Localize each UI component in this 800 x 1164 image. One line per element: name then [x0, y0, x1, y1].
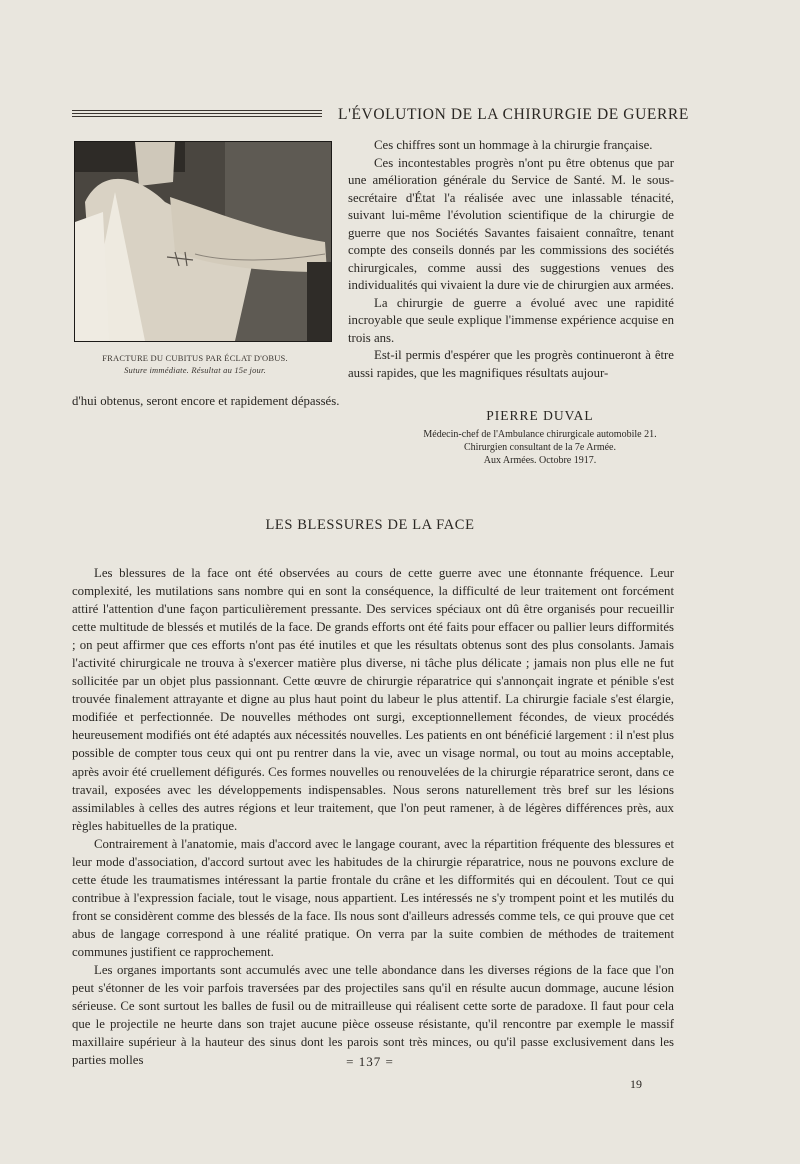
figure-caption-title: FRACTURE DU CUBITUS PAR ÉCLAT D'OBUS.	[102, 353, 288, 363]
body-paragraph: Les organes importants sont accumulés avec une telle abondance dans les diverses régions de la face que l'on peut s'étonner de les voir parfois traversées par des projectiles sans qu'il en résulte aucun dommage, aucune lésion sérieuse. Ce sont surtout les balles de fusil ou de mitrailleuse qui réalisent cette sorte de paradoxe. Il faut pour cela que le projectile ne heurte dans son trajet aucune pièce osseuse résistante, qu'il rencontre par exemple le massif maxillaire supérieur à la hauteur des sinus dont les parois sont très minces, ou qu'il passe exclusivement dans les parties molles	[72, 963, 674, 1068]
header-rule-middle	[72, 113, 322, 114]
page-number: = 137 =	[346, 1054, 394, 1069]
intro-paragraph: La chirurgie de guerre a évolué avec une rapidité incroyable que seule explique l'immense expérience acquise en trois ans.	[348, 295, 674, 345]
section-title: LES BLESSURES DE LA FACE	[265, 517, 475, 533]
author-name: PIERRE DUVAL	[486, 408, 594, 423]
intro-paragraph-continuation: d'hui obtenus, seront encore et rapidement dépassés.	[72, 394, 340, 408]
figure-caption-subtitle: Suture immédiate. Résultat au 15e jour.	[124, 365, 266, 375]
author-credit-line: Chirurgien consultant de la 7e Armée.	[464, 442, 616, 453]
author-credit-line: Aux Armées. Octobre 1917.	[483, 455, 597, 466]
section-body	[72, 564, 674, 1069]
photograph-arm-fracture	[74, 141, 332, 342]
header-rule-top	[72, 110, 322, 111]
running-header: L'ÉVOLUTION DE LA CHIRURGIE DE GUERRE	[338, 106, 689, 123]
intro-paragraph: Ces chiffres sont un hommage à la chirurgie française.	[374, 138, 653, 152]
header-rule-bottom	[72, 116, 322, 117]
intro-column	[348, 137, 674, 382]
body-paragraph: Les blessures de la face ont été observées au cours de cette guerre avec une étonnante fréquence. Leur complexité, les mutilations sans nombre qui en sont la conséquence, la difficulté de leur traitement ont forcément attiré l'attention d'une façon particulièrement pressante. Des services spéciaux ont dû être organisés pour recueillir cette multitude de blessés et mutilés de la face. De grands efforts ont été faits pour effacer ou pallier leurs difformités ; on peut affirmer que ces efforts n'ont pas été inutiles et que les résultats obtenus sont des plus consolants. Jamais l'activité chirurgicale ne trouva à s'exercer matière plus diverse, ni tâche plus délicate ; jamais non plus elle ne fut sollicitée par un objet plus passionnant. Cette œuvre de chirurgie réparatrice qui s'annonçait ingrate et pénible s'est trouvée finalement attrayante et digne au plus haut point du labeur le plus attentif. La chirurgie faciale s'est élargie, modifiée et perfectionnée. De nouvelles méthodes ont surgi, exceptionnellement fécondes, de vieux procédés heureusement modifiés ont été adaptés aux nécessités nouvelles. Les patients en ont bénéficié largement : il n'est plus possible de compter tous ceux qui ont pu rentrer dans la vie, avec un visage normal, ou tout au moins acceptable, après avoir été cruellement défigurés. Ces formes nouvelles ou renouvelées de la chirurgie réparatrice seront, dans ce travail, exposées avec les développements indispensables. Nous serons naturellement très bref sur les lésions assimilables à celles des autres régions et leur traitement, que l'on peut ramener, à de légères différences près, aux règles habituelles de la pratique.	[72, 566, 674, 833]
signature-folio: 19	[630, 1077, 642, 1091]
intro-paragraph: Ces incontestables progrès n'ont pu être obtenus que par une amélioration générale du Service de Santé. M. le sous-secrétaire d'État l'a réalisée avec une inlassable ténacité, suivant lui-même l'évolution scientifique de la chirurgie de guerre que nos Sociétés Savantes faisaient connaître, tenant compte des conseils donnés par les commissions des sociétés chirurgicales, comme aussi des suggestions venues des individualités qui vivaient la dure vie de chirurgien aux armées.	[348, 155, 674, 292]
author-credit-line: Médecin-chef de l'Ambulance chirurgicale automobile 21.	[423, 429, 657, 440]
intro-paragraph: Est-il permis d'espérer que les progrès continueront à être aussi rapides, que les magnifiques résultats aujour-	[348, 348, 674, 380]
body-paragraph: Contrairement à l'anatomie, mais d'accord avec le langage courant, avec la répartition fréquente des blessures et leur mode d'association, d'accord surtout avec les habitudes de la chirurgie réparatrice, nous ne pouvons exclure de cette étude les traumatismes intéressant la partie frontale du crâne et les difformités qui en découlent. Tout ce qui contribue à l'expression faciale, tout le visage, nous appartient. Les intéressés ne s'y trompent point et les mutilés du front se considèrent comme des blessés de la face. Ils nous sont d'ailleurs adressés comme tels, ce qui prouve que cet abus de langage correspond à une réalité pratique. On verra par la suite combien de méthodes de traitement communes justifient ce rapprochement.	[72, 836, 674, 959]
